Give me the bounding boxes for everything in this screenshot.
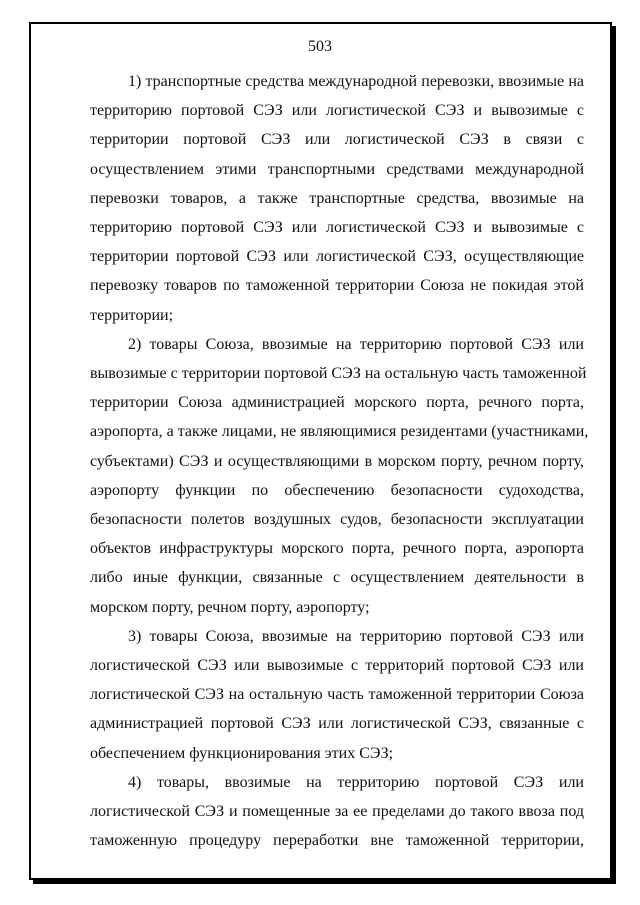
text-line: осуществлением этими транспортными средствами международной — [90, 160, 584, 178]
text-line: логистической СЭЗ на остальную часть таможенной территории Союза — [90, 686, 584, 704]
text-line: вывозимые с территории портовой СЭЗ на остальную часть таможенной — [90, 365, 587, 383]
text-line: аэропорта, а также лицами, не являющимися резидентами (участниками, — [90, 423, 589, 441]
text-line: логистической СЭЗ и помещенные за ее пределами до такого ввоза под — [90, 803, 584, 821]
text-line: морском порту, речном порту, аэропорту; — [90, 598, 370, 616]
text-line: 2) товары Союза, ввозимые на территорию портовой СЭЗ или — [128, 335, 584, 353]
text-line: территории Союза администрацией морского порта, речного порта, — [90, 394, 584, 412]
text-line: перевозки товаров, а также транспортные средства, ввозимые на — [90, 189, 584, 207]
paragraph-2 — [90, 330, 589, 622]
page-number: 503 — [308, 38, 332, 55]
text-line: безопасности полетов воздушных судов, безопасности эксплуатации — [90, 511, 584, 529]
text-line: субъектами) СЭЗ и осуществляющими в морском порту, речном порту, — [90, 452, 584, 470]
text-line: 1) транспортные средства международной перевозки, ввозимые на — [128, 73, 584, 90]
text-line: перевозку товаров по таможенной территории Союза не покидая этой — [90, 277, 584, 295]
text-line: 3) товары Союза, ввозимые на территорию портовой СЭЗ или — [128, 627, 584, 645]
text-line: территорию портовой СЭЗ или логистической СЭЗ и вывозимые с — [90, 102, 584, 120]
text-line: аэропорту функции по обеспечению безопасности судоходства, — [90, 481, 584, 499]
paragraph-3 — [90, 622, 584, 768]
paragraph-4 — [90, 768, 584, 856]
text-line: 4) товары, ввозимые на территорию портовой СЭЗ или — [128, 773, 584, 791]
text-line: территории портовой СЭЗ или логистической СЭЗ, осуществляющие — [90, 248, 584, 266]
text-line: либо иные функции, связанные с осуществлением деятельности в — [90, 569, 584, 587]
text-line: территории; — [90, 306, 174, 324]
text-line: таможенную процедуру переработки вне таможенной территории, — [90, 832, 584, 850]
text-line: территории портовой СЭЗ или логистической СЭЗ в связи с — [90, 131, 584, 149]
text-line: территорию портовой СЭЗ или логистической СЭЗ и вывозимые с — [90, 219, 584, 237]
text-line: объектов инфраструктуры морского порта, речного порта, аэропорта — [90, 540, 584, 558]
text-line: обеспечением функционирования этих СЭЗ; — [90, 744, 394, 762]
text-line: логистической СЭЗ или вывозимые с территорий портовой СЭЗ или — [90, 657, 584, 675]
paragraph-1 — [90, 67, 584, 330]
document-body — [90, 67, 589, 855]
text-line: администрацией портовой СЭЗ или логистической СЭЗ, связанные с — [90, 715, 584, 733]
